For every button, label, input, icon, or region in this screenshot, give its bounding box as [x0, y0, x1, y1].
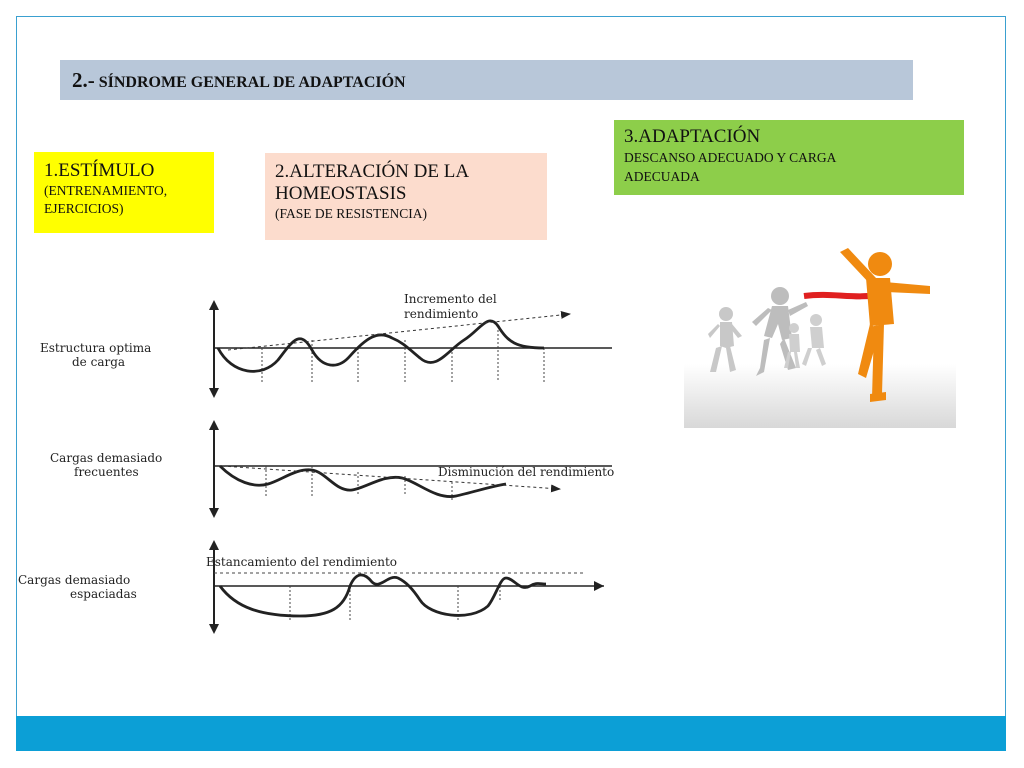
graph1-note-line1: Incremento del	[404, 292, 497, 306]
adaptation-heading: 3.ADAPTACIÓN	[624, 126, 761, 147]
adaptation-sub: DESCANSO ADECUADO Y CARGA ADECUADA	[624, 150, 836, 184]
stimulus-sub: (ENTRENAMIENTO, EJERCICIOS)	[44, 183, 168, 216]
graph1-label-line1: Estructura optima	[40, 341, 152, 355]
graph2-label-line1: Cargas demasiado	[50, 451, 163, 465]
graph3-label-line2: espaciadas	[70, 587, 137, 601]
graph-optimal-load	[40, 292, 612, 398]
runners-illustration	[684, 244, 956, 428]
stimulus-heading: 1.ESTÍMULO	[44, 160, 155, 181]
grey-runner-icon	[752, 287, 808, 376]
grey-runner-small-icon	[708, 307, 742, 372]
graph1-note-line2: rendimiento	[404, 307, 479, 321]
graph-spaced-loads	[18, 540, 604, 634]
graph2-note: Disminución del rendimiento	[438, 465, 615, 479]
graph2-label-line2: frecuentes	[74, 465, 139, 479]
graph-frequent-loads	[50, 420, 614, 518]
graph1-label-line2: de carga	[72, 355, 126, 369]
graph3-note: Estancamiento del rendimiento	[206, 555, 398, 569]
alteration-heading: 2.ALTERACIÓN DE LA HOMEOSTASIS	[275, 161, 468, 204]
graph3-label-line1: Cargas demasiado	[18, 573, 131, 587]
title-text: SÍNDROME GENERAL DE ADAPTACIÓN	[98, 74, 406, 91]
bottom-accent-bar	[16, 716, 1006, 751]
title-number: 2.-	[72, 68, 95, 92]
alteration-sub: (FASE DE RESISTENCIA)	[275, 206, 428, 221]
